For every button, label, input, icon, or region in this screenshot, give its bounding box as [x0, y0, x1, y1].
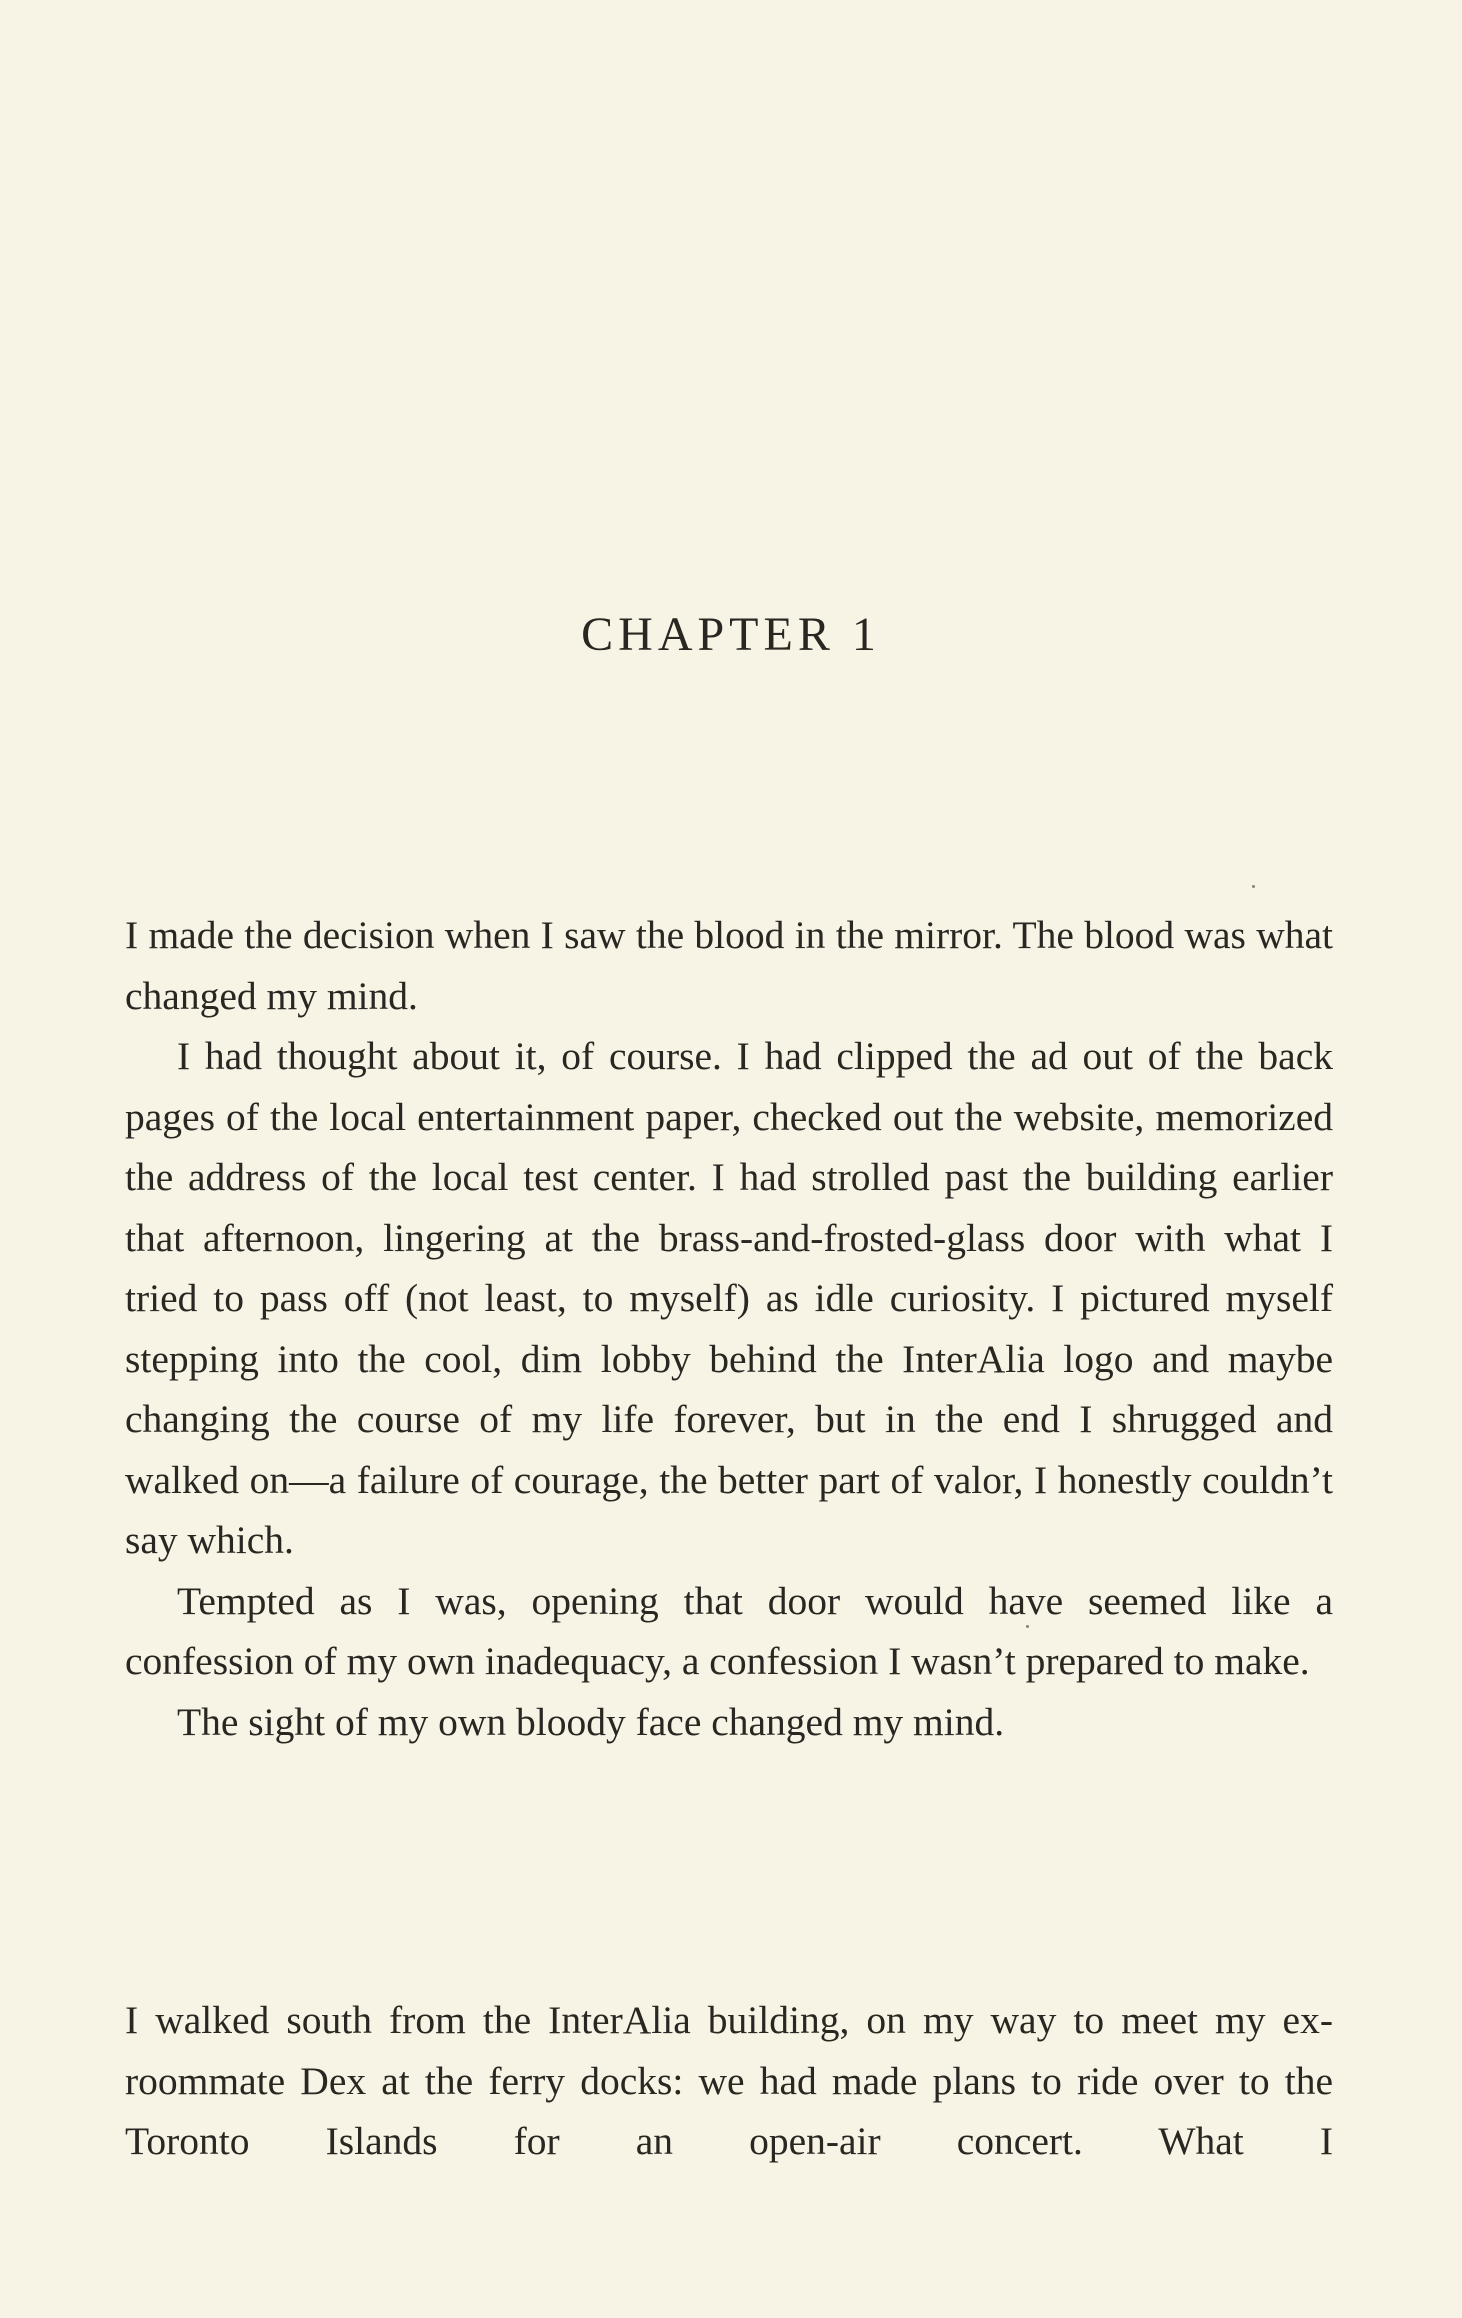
paragraph: I had thought about it, of course. I had clipped the ad out of the back pages of the local entertainment paper, checked out the website, memorized the address of the local test center. I had strolled past the building earlier that afternoon, lingering at the brass-and-frosted-glass door with what I tried to pass off (not least, to myself) as idle curiosity. I pictured myself stepping into the cool, dim lobby behind the InterAlia logo and maybe changing the course of my life forever, but in the end I shrugged and walked on—a failure of courage, the better part of valor, I honestly couldn’t say which. — [125, 1034, 1333, 1562]
paragraph: I made the decision when I saw the blood in the mirror. The blood was what changed my mind. — [125, 913, 1333, 1018]
chapter-heading: CHAPTER 1 — [581, 608, 881, 661]
section-2 — [125, 1990, 1333, 2172]
paragraph: Tempted as I was, opening that door would have seemed like a confession of my own inadequacy, a confession I wasn’t prepared to make. — [125, 1578, 1333, 1683]
paragraph: I walked south from the InterAlia building, on my way to meet my ex-roommate Dex at the ferry docks: we had made plans to ride over to the Toronto Islands for an open-air concert. What I — [125, 1998, 1333, 2163]
paper-speck — [1026, 1625, 1029, 1628]
section-1 — [125, 905, 1333, 1752]
paragraph: The sight of my own bloody face changed my mind. — [177, 1699, 1005, 1744]
paper-speck — [1252, 885, 1255, 888]
